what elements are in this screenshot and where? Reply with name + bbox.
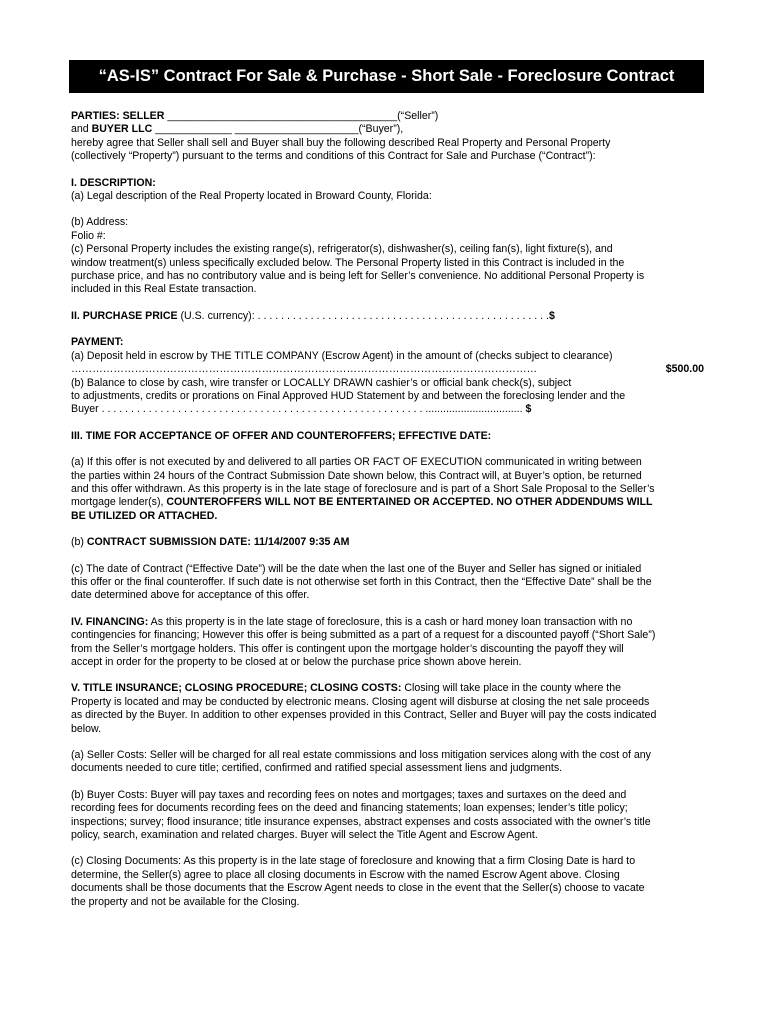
title-insurance-text-3: as directed by the Buyer. In addition to other expenses provided in this Contract, Seller and Buyer will pay the costs indicated — [71, 709, 657, 722]
title-insurance-text-4: below. — [71, 722, 102, 735]
personal-property-3: purchase price, and has no contributory value and is being left for Seller’s convenience. No additional Personal Property is — [71, 270, 645, 283]
contract-page — [71, 60, 704, 909]
buyer-costs-4: policy, search, examination and related charges. Buyer will select the Title Agent and Escrow Agent. — [71, 829, 538, 842]
purchase-price-line — [71, 310, 704, 323]
personal-property-2: window treatment(s) unless specifically excluded below. The Personal Property listed in this Contract is included in the — [71, 256, 625, 269]
folio-label: Folio #: — [71, 229, 106, 242]
balance-buyer-dots: Buyer . . . . . . . . . . . . . . . . . . . . . . . . . . . . . . . . . . . . . . . . . . . . . . . . . . . . . . . ................................. — [71, 403, 523, 416]
effective-date-2: this offer or the final counteroffer. If such date is not otherwise set forth in this Contract, then the “Effective Date” shall be the — [71, 575, 652, 588]
balance-text-1: (b) Balance to close by cash, wire transfer or LOCALLY DRAWN cashier’s or official bank check(s), subject — [71, 376, 572, 389]
financing-line-1 — [71, 616, 704, 629]
acceptance-a-4 — [71, 496, 704, 509]
parties-text-2: (collectively “Property”) pursuant to the terms and conditions of this Contract for Sale and Purchase (“Contract”): — [71, 150, 596, 163]
closing-documents-2: determine, the Seller(s) agree to place all closing documents in Escrow with the named Escrow Agent above. Closing — [71, 868, 620, 881]
buyer-costs-1: (b) Buyer Costs: Buyer will pay taxes and recording fees on notes and mortgages; taxes and surtaxes on the deed and — [71, 788, 627, 801]
buyer-costs — [71, 789, 704, 843]
seller-costs-2: documents needed to cure title; certified, confirmed and ratified special assessment liens and judgments. — [71, 762, 563, 775]
buyer-blank[interactable]: _____________ _____________________ — [152, 123, 359, 136]
financing-text-1: As this property is in the late stage of foreclosure, this is a cash or hard money loan transaction with no — [148, 615, 633, 628]
time-acceptance-heading-block — [71, 430, 704, 443]
deposit-amount: $500.00 — [665, 363, 704, 376]
parties-text-1: hereby agree that Seller shall sell and Buyer shall buy the following described Real Property and Personal Property — [71, 136, 611, 149]
title-insurance-heading: V. TITLE INSURANCE; CLOSING PROCEDURE; CLOSING COSTS: — [71, 682, 402, 695]
and-word: and — [71, 123, 92, 136]
time-acceptance-a — [71, 456, 704, 523]
description-heading: I. DESCRIPTION: — [71, 176, 156, 189]
effective-date-3: date determined above for acceptance of this offer. — [71, 589, 310, 602]
financing-text-4: accept in order for the property to be closed at or below the purchase price shown above herein. — [71, 656, 522, 668]
acceptance-a-4-bold: COUNTEROFFERS WILL NOT BE ENTERTAINED OR ACCEPTED. NO OTHER ADDENDUMS WILL — [166, 496, 653, 509]
balance-text-2: to adjustments, credits or prorations on Final Approved HUD Statement by and between the foreclosing lender and the — [71, 389, 626, 402]
closing-documents-4: the property and not be available for the Closing. — [71, 895, 300, 908]
legal-description: (a) Legal description of the Real Property located in Broward County, Florida: — [71, 190, 432, 203]
deposit-amount-line — [71, 363, 704, 376]
purchase-price-heading: II. PURCHASE PRICE — [71, 309, 178, 322]
effective-date-1: (c) The date of Contract (“Effective Date”) will be the date when the last one of the Buyer and Seller has signed or initialed — [71, 562, 642, 575]
acceptance-a-1: (a) If this offer is not executed by and delivered to all parties OR FACT OF EXECUTION communicated in writing between — [71, 456, 642, 469]
buyer-label: BUYER LLC — [91, 123, 153, 136]
buyer-costs-2: recording fees for documents recording fees on the deed and financing statements; loan expenses; lender’s title policy; — [71, 802, 628, 815]
submission-date: CONTRACT SUBMISSION DATE: 11/14/2007 9:35 AM — [86, 536, 350, 549]
acceptance-a-4-normal: mortgage lender(s), — [71, 496, 167, 509]
address-section — [71, 216, 704, 296]
seller-label: : SELLER — [116, 110, 168, 122]
description-section — [71, 177, 704, 204]
financing-section — [71, 616, 704, 670]
title-insurance-text-2: Property is located and may be conducted by electronic means. Closing agent will disburse at closing the net sale proceeds — [71, 695, 650, 708]
closing-documents — [71, 855, 704, 909]
document-title: “AS-IS” Contract For Sale & Purchase - Short Sale - Foreclosure Contract — [69, 60, 704, 93]
address-label: (b) Address: — [71, 216, 129, 229]
submission-date-line — [71, 536, 704, 549]
time-acceptance-heading: III. TIME FOR ACCEPTANCE OF OFFER AND COUNTEROFFERS; EFFECTIVE DATE: — [71, 429, 492, 442]
acceptance-a-2: the parties within 24 hours of the Contract Submission Date shown below, this Contract will, at Buyer’s option, be returned — [71, 469, 642, 482]
submission-date-label: (b) — [71, 536, 87, 549]
parties-seller-line — [71, 110, 704, 123]
acceptance-a-3: and this offer withdrawn. As this property is in the late stage of foreclosure and is part of a Short Sale Proposal to the Seller’s — [71, 482, 655, 495]
payment-heading: PAYMENT: — [71, 336, 124, 349]
closing-documents-3: documents shall be those documents that the Escrow Agent needs to close in the event that the Seller(s) choose to vacate — [71, 882, 645, 895]
title-insurance-line-1 — [71, 682, 704, 695]
purchase-price-currency: (U.S. currency): . . . . . . . . . . . . . . . . . . . . . . . . . . . . . . . . . . . . . . . . . . . . . . . . . . — [177, 309, 549, 322]
seller-blank[interactable]: _______________________________________ — [167, 110, 398, 122]
seller-term: (“Seller”) — [397, 110, 439, 122]
personal-property-4: included in this Real Estate transaction. — [71, 283, 257, 296]
deposit-leader-dots: …………………………………………………………………………………………………………………… — [71, 363, 538, 376]
parties-section — [71, 110, 704, 164]
seller-costs-1: (a) Seller Costs: Seller will be charged for all real estate commissions and loss mitigation services along with the cost of any — [71, 749, 651, 762]
personal-property-1: (c) Personal Property includes the existing range(s), refrigerator(s), dishwasher(s), ceiling fan(s), light fixture(s), and — [71, 243, 613, 256]
balance-buyer-line — [71, 403, 704, 416]
financing-text-3: from the Seller’s mortgage holders. This offer is contingent upon the mortgage holder’s discounting the payoff they will — [71, 642, 624, 655]
parties-label: PARTIES — [71, 110, 117, 122]
acceptance-a-5: BE UTILIZED OR ATTACHED. — [71, 509, 218, 522]
title-insurance-text-1: Closing will take place in the county where the — [401, 682, 622, 695]
balance-dollar: $ — [522, 403, 532, 416]
closing-documents-1: (c) Closing Documents: As this property is in the late stage of foreclosure and knowing that a firm Closing Date is hard to — [71, 855, 636, 868]
parties-buyer-line — [71, 123, 704, 136]
buyer-term: (“Buyer”), — [358, 123, 404, 136]
time-acceptance-c — [71, 563, 704, 603]
financing-heading: IV. FINANCING: — [71, 615, 149, 628]
purchase-price-section — [71, 310, 704, 323]
payment-section — [71, 336, 704, 416]
buyer-costs-3: inspections; survey; flood insurance; title insurance expenses, abstract expenses and costs associated with the owner’s title — [71, 815, 651, 828]
title-insurance-section — [71, 682, 704, 736]
deposit-text: (a) Deposit held in escrow by THE TITLE COMPANY (Escrow Agent) in the amount of (checks subject to clearance) — [71, 349, 613, 362]
seller-costs — [71, 749, 704, 776]
purchase-price-dollar: $ — [549, 309, 555, 322]
financing-text-2: contingencies for financing; However this offer is being submitted as a part of a request for a discounted payoff (“Short Sale”) — [71, 629, 656, 642]
time-acceptance-b — [71, 536, 704, 549]
